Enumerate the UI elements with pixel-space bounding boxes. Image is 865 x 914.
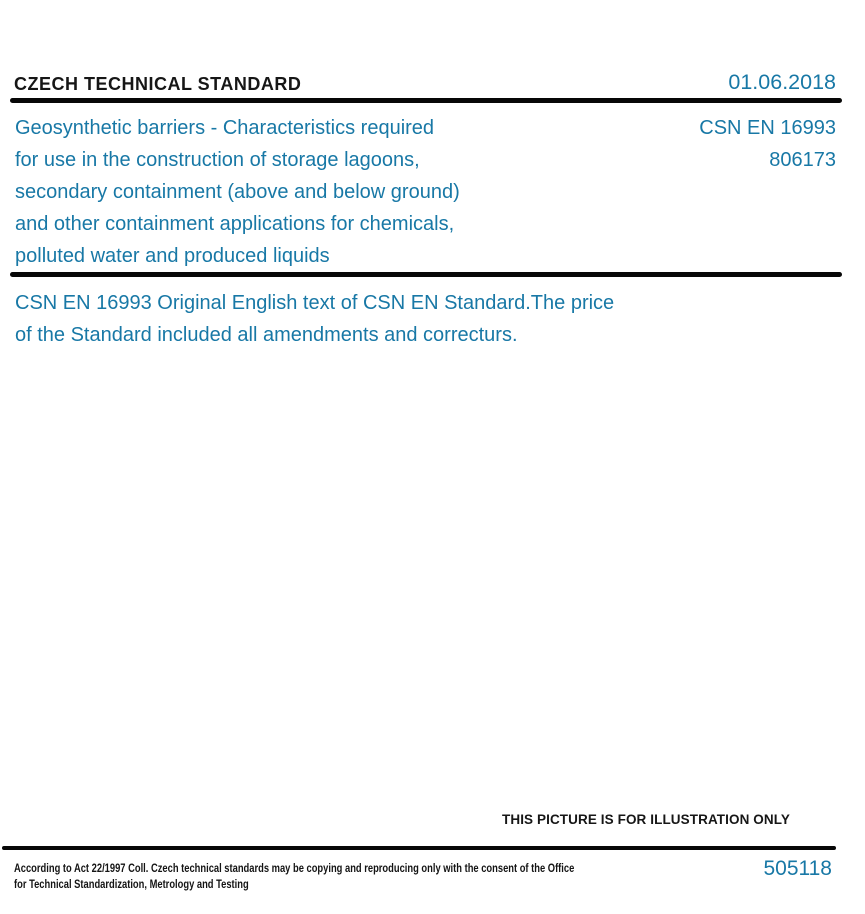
- issue-date: 01.06.2018: [728, 70, 836, 94]
- catalog-number: 806173: [769, 149, 836, 171]
- title-line: and other containment applications for chemicals,: [15, 213, 455, 235]
- title-line: secondary containment (above and below ground): [15, 181, 460, 203]
- header-divider-rule: [10, 98, 842, 103]
- title-line: polluted water and produced liquids: [15, 245, 330, 267]
- title-line: for use in the construction of storage lagoons,: [15, 149, 420, 171]
- illustration-only-note: THIS PICTURE IS FOR ILLUSTRATION ONLY: [502, 812, 790, 827]
- description-line: of the Standard included all amendments and correcturs.: [15, 324, 518, 346]
- document-kind-label: CZECH TECHNICAL STANDARD: [14, 74, 302, 94]
- footer-divider-rule: [2, 846, 836, 850]
- standard-description: [15, 287, 614, 351]
- title-line: Geosynthetic barriers - Characteristics required: [15, 117, 435, 139]
- standard-title: [15, 112, 460, 272]
- order-number: 505118: [763, 857, 832, 880]
- copyright-notice: [14, 861, 732, 892]
- copyright-line: According to Act 22/1997 Coll. Czech technical standards may be copying and reproducing only with the consent of the Office: [14, 861, 575, 875]
- copyright-line: for Technical Standardization, Metrology and Testing: [14, 876, 249, 891]
- title-divider-rule: [10, 272, 842, 277]
- standard-reference: [699, 112, 836, 176]
- description-line: CSN EN 16993 Original English text of CSN EN Standard.The price: [15, 292, 615, 314]
- standard-code: CSN EN 16993: [699, 117, 836, 139]
